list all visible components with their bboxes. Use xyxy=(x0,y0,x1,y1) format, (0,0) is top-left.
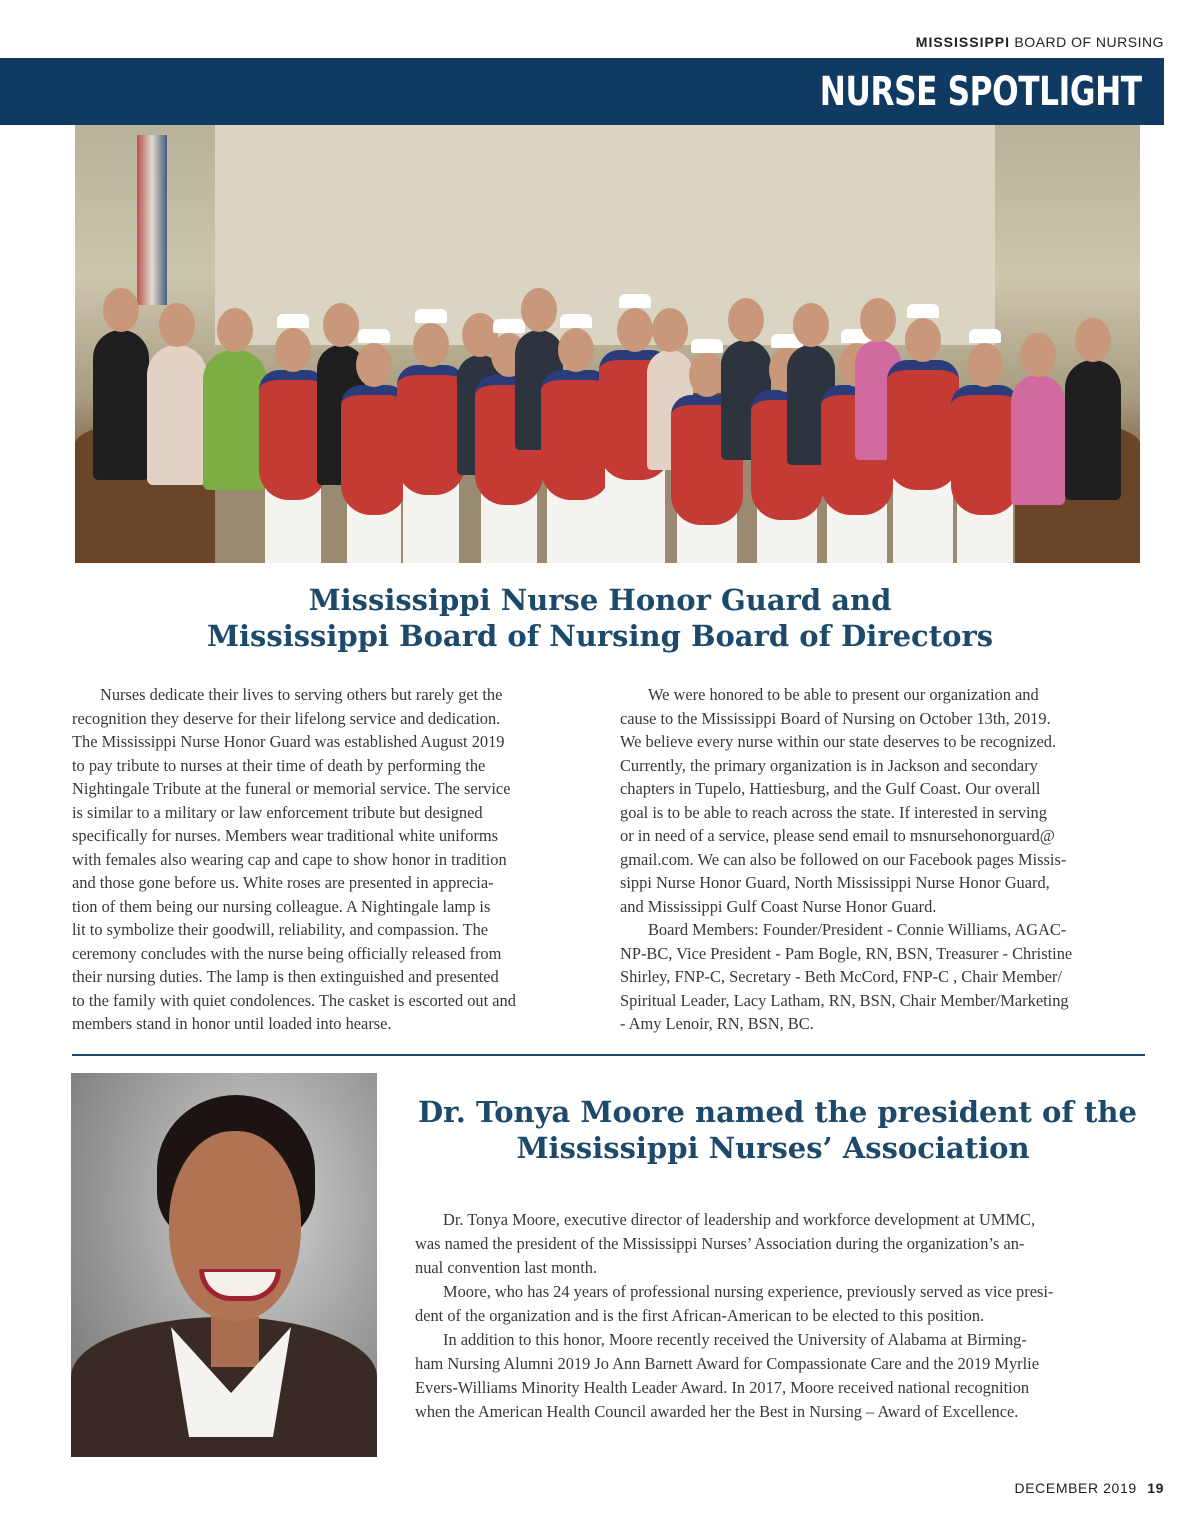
honor-guard-group-photo xyxy=(75,125,1140,563)
article2-line: when the American Health Council awarded her the Best in Nursing – Award of Excellence. xyxy=(415,1402,1019,1421)
article1-col2-line: chapters in Tupelo, Hattiesburg, and the Gulf Coast. Our overall xyxy=(620,779,1041,798)
article1-col1-line: their nursing duties. The lamp is then extinguished and presented xyxy=(72,967,499,986)
section-divider xyxy=(72,1054,1145,1056)
article1-col1-line: lit to symbolize their goodwill, reliability, and compassion. The xyxy=(72,920,489,939)
article1-col2-line: goal is to be able to reach across the state. If interested in serving xyxy=(620,802,1047,822)
article1-col1-line: and those gone before us. White roses are presented in apprecia- xyxy=(72,873,494,892)
article2-line: dent of the organization and is the first African-American to be elected to this position. xyxy=(415,1306,985,1325)
article1-column2 xyxy=(620,683,1150,1036)
article2-title-line1: Dr. Tonya Moore named the president of the xyxy=(418,1095,1137,1129)
article1-col1-line: is similar to a military or law enforcement tribute but designed xyxy=(72,802,483,822)
photo-people xyxy=(85,290,1130,563)
article1-col2-line: Currently, the primary organization is in Jackson and secondary xyxy=(620,755,1038,775)
page-footer xyxy=(1015,1480,1164,1496)
article1-col1-line: recognition they deserve for their lifelong service and dedication. xyxy=(72,708,501,728)
publication-name xyxy=(916,34,1164,50)
article1-title xyxy=(0,582,1200,654)
article1-col1-line: The Mississippi Nurse Honor Guard was established August 2019 xyxy=(72,732,505,751)
article1-col2-line: Spiritual Leader, Lacy Latham, RN, BSN, Chair Member/Marketing xyxy=(620,990,1069,1010)
article1-col1-line: to pay tribute to nurses at their time of death by performing the xyxy=(72,755,486,775)
article1-title-line2: Mississippi Board of Nursing Board of Directors xyxy=(206,619,994,653)
page-number: 19 xyxy=(1147,1480,1164,1496)
article2-line: ham Nursing Alumni 2019 Jo Ann Barnett Award for Compassionate Care and the 2019 Myrlie xyxy=(415,1354,1039,1373)
article1-col1-line: members stand in honor until loaded into hearse. xyxy=(72,1014,392,1033)
article2-line: Moore, who has 24 years of professional nursing experience, previously served as vice presi- xyxy=(443,1282,1054,1301)
article1-title-line1: Mississippi Nurse Honor Guard and xyxy=(308,583,892,617)
issue-date: DECEMBER 2019 xyxy=(1014,1480,1137,1496)
article2-body xyxy=(415,1208,1155,1424)
article2-line: In addition to this honor, Moore recently received the University of Alabama at Birming- xyxy=(443,1330,1027,1349)
article1-col2-line: Board Members: Founder/President - Connie Williams, AGAC- xyxy=(648,920,1067,939)
article1-col1-line: Nightingale Tribute at the funeral or memorial service. The service xyxy=(72,779,511,798)
article1-col1-line: with females also wearing cap and cape to show honor in tradition xyxy=(72,849,507,869)
org-name-rest: BOARD OF NURSING xyxy=(1014,34,1164,50)
article1-col1-line: Nurses dedicate their lives to serving others but rarely get the xyxy=(100,685,503,704)
article1-col2-line: or in need of a service, please send email to msnursehonorguard@ xyxy=(620,826,1055,845)
section-banner xyxy=(0,58,1164,125)
org-name-bold: MISSISSIPPI xyxy=(915,34,1011,50)
article2-title-line2: Mississippi Nurses’ Association xyxy=(516,1131,1030,1165)
article1-col1-line: specifically for nurses. Members wear traditional white uniforms xyxy=(72,826,499,845)
article1-col2-line: NP-BC, Vice President - Pam Bogle, RN, BSN, Treasurer - Christine xyxy=(620,943,1073,963)
article1-col2-line: cause to the Mississippi Board of Nursing on October 13th, 2019. xyxy=(620,708,1051,728)
article1-col2-line: gmail.com. We can also be followed on our Facebook pages Missis- xyxy=(620,849,1067,869)
tonya-moore-portrait xyxy=(71,1073,377,1457)
article2-title xyxy=(418,1094,1137,1166)
section-title: NURSE SPOTLIGHT xyxy=(820,69,1142,115)
article1-col2-line: and Mississippi Gulf Coast Nurse Honor Guard. xyxy=(620,896,937,916)
article2-line: was named the president of the Mississippi Nurses’ Association during the organization’s an- xyxy=(415,1234,1025,1253)
article2-line: nual convention last month. xyxy=(415,1258,598,1277)
article1-col1-line: tion of them being our nursing colleague. A Nightingale lamp is xyxy=(72,896,491,916)
photo-flag xyxy=(137,135,167,305)
article1-col1-line: to the family with quiet condolences. The casket is escorted out and xyxy=(72,990,516,1010)
article2-line: Evers-Williams Minority Health Leader Award. In 2017, Moore received national recognition xyxy=(415,1378,1030,1397)
article1-col2-line: We believe every nurse within our state deserves to be recognized. xyxy=(620,732,1057,751)
article1-col2-line: We were honored to be able to present our organization and xyxy=(648,685,1039,704)
article1-col2-line: Shirley, FNP-C, Secretary - Beth McCord, FNP-C , Chair Member/ xyxy=(620,967,1062,986)
article1-column1 xyxy=(72,683,612,1036)
article1-col2-line: - Amy Lenoir, RN, BSN, BC. xyxy=(620,1014,814,1033)
article1-col1-line: ceremony concludes with the nurse being officially released from xyxy=(72,943,502,963)
article1-col2-line: sippi Nurse Honor Guard, North Mississippi Nurse Honor Guard, xyxy=(620,873,1050,892)
article2-line: Dr. Tonya Moore, executive director of leadership and workforce development at UMMC, xyxy=(443,1210,1036,1229)
